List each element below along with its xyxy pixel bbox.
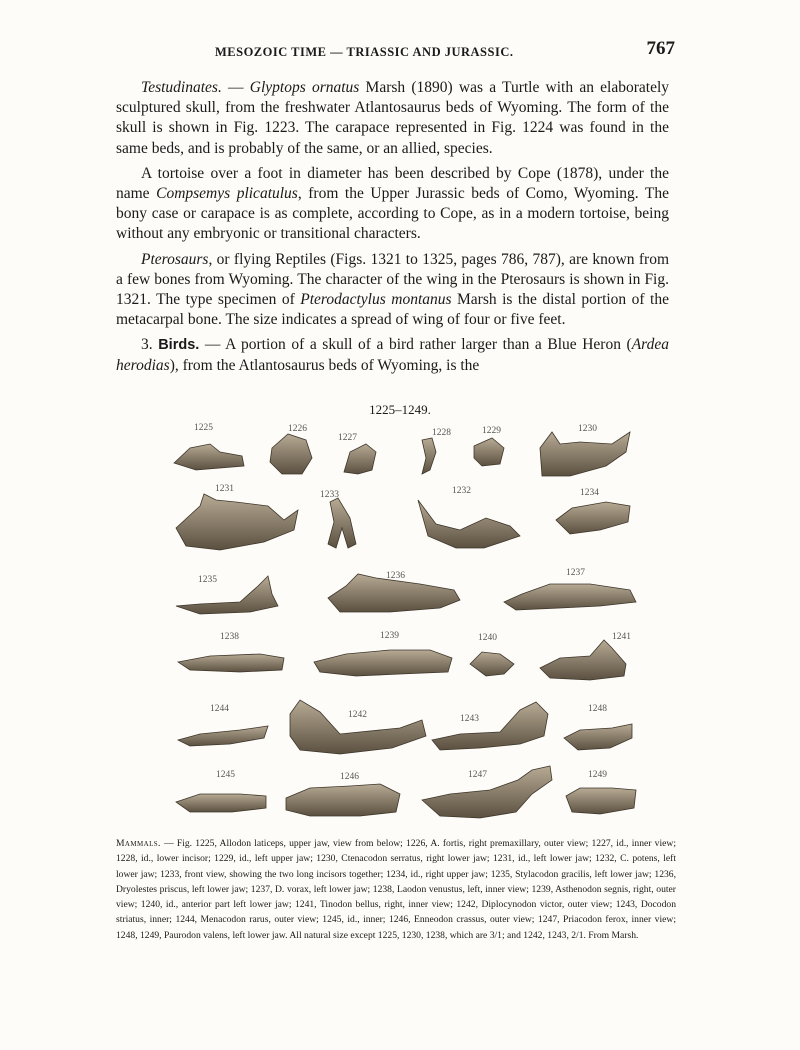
paragraph-text: , from the Upper Jurassic beds of Como, Wyoming. The bony case or carapace is as complete, according to Cope, as in a modern tortoise, being without any embryonic or transitional characters. [116,185,669,243]
figure-label: 1237 [566,568,585,578]
paragraph-text: — A portion of a skull of a bird rather larger than a Blue Heron ( [199,336,632,354]
figure-label: 1241 [612,632,631,642]
fossil-1244 [178,726,268,746]
figure-label: 1243 [460,714,479,724]
fossil-1225 [174,444,244,470]
lead-italic: Testudinates. [141,79,222,96]
figure-label: 1233 [320,490,339,500]
figure-label: 1229 [482,426,501,436]
fossil-1233 [328,498,356,548]
figure-label: 1247 [468,770,487,780]
body-text [116,78,669,381]
fossil-1226 [270,434,312,474]
fossil-1248 [564,724,632,750]
section-heading: Birds. [158,337,200,354]
fossil-1238 [178,654,284,672]
fossil-1229 [474,438,504,466]
paragraph-tortoise [116,164,669,245]
paragraph-text: A tortoise over a foot in diameter has been described by Cope (1878), under the name [116,164,669,203]
paragraph-text: Marsh (1890) was a Turtle with an elaborately sculptured skull, from the freshwater Atlantosaurus beds of Wyoming. The form of the skull is shown in Fig. 1223. The carapace represented in Fig. 1224 was found in the same beds, and is probably of the same, or an allied, species. [116,79,670,157]
fossil-1228 [422,438,436,474]
figure-label: 1225 [194,423,213,433]
figure-label: 1232 [452,486,471,496]
species-name: Pterodactylus montanus [300,291,452,309]
figure-label: 1239 [380,631,399,641]
fossil-1236 [328,574,460,612]
figure-label: 1244 [210,704,229,714]
figure-label: 1226 [288,424,307,434]
fossil-1232 [418,500,520,548]
fossil-1227 [344,444,376,474]
figure-label: 1231 [215,484,234,494]
paragraph-text: , or flying Reptiles (Figs. 1321 to 1325, pages 786, 787), are known from a few bones from Wyoming. The character of the wing in the Pterosaurs is shown in Fig. 1321. The type specimen of [116,250,669,309]
fossil-1234 [556,502,630,534]
plate-caption [116,836,676,943]
lead-italic: Pterosaurs [141,250,209,268]
figure-label: 1230 [578,424,597,434]
fossil-1237 [504,584,636,610]
figure-label: 1248 [588,704,607,714]
plate-title: 1225–1249. [369,402,431,417]
fossil-1242 [290,700,426,754]
paragraph-testudinates [116,78,669,159]
figure-label: 1249 [588,770,607,780]
figure-label: 1227 [338,433,357,443]
figure-label: 1240 [478,633,497,643]
figure-label: 1245 [216,770,235,780]
figure-label: 1228 [432,428,451,438]
page-header [115,38,675,62]
fossil-1240 [470,652,514,676]
figure-label: 1234 [580,488,599,498]
fossil-1246 [286,784,400,816]
fossil-1241 [540,640,626,680]
fossil-illustrations [160,418,650,830]
fossil-1249 [566,788,636,814]
paragraph-text: Marsh is the distal portion of the metacarpal bone. The size indicates a spread of wing of four or five feet. [116,291,669,329]
fossil-1239 [314,650,452,676]
paragraph-pterosaurs [116,250,669,331]
fossil-1243 [432,702,548,750]
species-name: Ardea herodias [116,336,670,374]
paragraph-birds [116,335,669,375]
figure-label: 1235 [198,575,217,585]
paragraph-text: ), from the Atlantosaurus beds of Wyoming, is the [169,356,480,374]
figure-label: 1246 [340,772,359,782]
caption-lead: Mammals. [116,838,161,849]
dash: — [221,79,250,96]
fossil-1231 [176,494,298,550]
caption-text: — Fig. 1225, Allodon laticeps, upper jaw, view from below; 1226, A. fortis, right premaxillary, outer view; 1227, id., inner view; 1228, id., lower incisor; 1229, id., left upper jaw; 1230, Ctenacodon serratus, right lower jaw; 1231, id., left lower jaw; 1232, C. potens, left lower jaw; 1233, front view, showing the two long incisors together; 1234, id., right upper jaw; 1235, Stylacodon gracilis, left lower jaw; 1236, Dryolestes priscus, left lower jaw; 1237, D. vorax, left lower jaw; 1238, Laodon venustus, left, inner view; 1239, Asthenodon segnis, right, outer view; 1240, id., anterior part left lower jaw; 1241, Tinodon bellus, right, inner view; 1242, Diplocynodon victor, outer view; 1243, Docodon striatus, inner; 1244, Menacodon rarus, outer view; 1245, id., inner; 1246, Enneodon crassus, outer view; 1247, Priacodon ferox, inner view; 1248, 1249, Paurodon valens, left lower jaw. All natural size except 1225, 1230, 1238, which are 3/1; and 1242, 1243, 2/1. From Marsh. [116,838,676,941]
fossil-1247 [422,766,552,818]
running-head: MESOZOIC TIME — TRIASSIC AND JURASSIC. [215,45,514,59]
figure-label: 1236 [386,571,405,581]
section-number: 3. [141,336,159,354]
species-name: Compsemys plicatulus [156,185,298,203]
fossil-1235 [176,576,278,614]
figure-label: 1238 [220,632,239,642]
page-number: 767 [646,38,675,59]
fossil-plate [160,418,650,830]
species-name: Glyptops ornatus [249,79,360,96]
fossil-1230 [540,432,630,476]
fossil-1245 [176,794,266,812]
figure-label: 1242 [348,710,367,720]
